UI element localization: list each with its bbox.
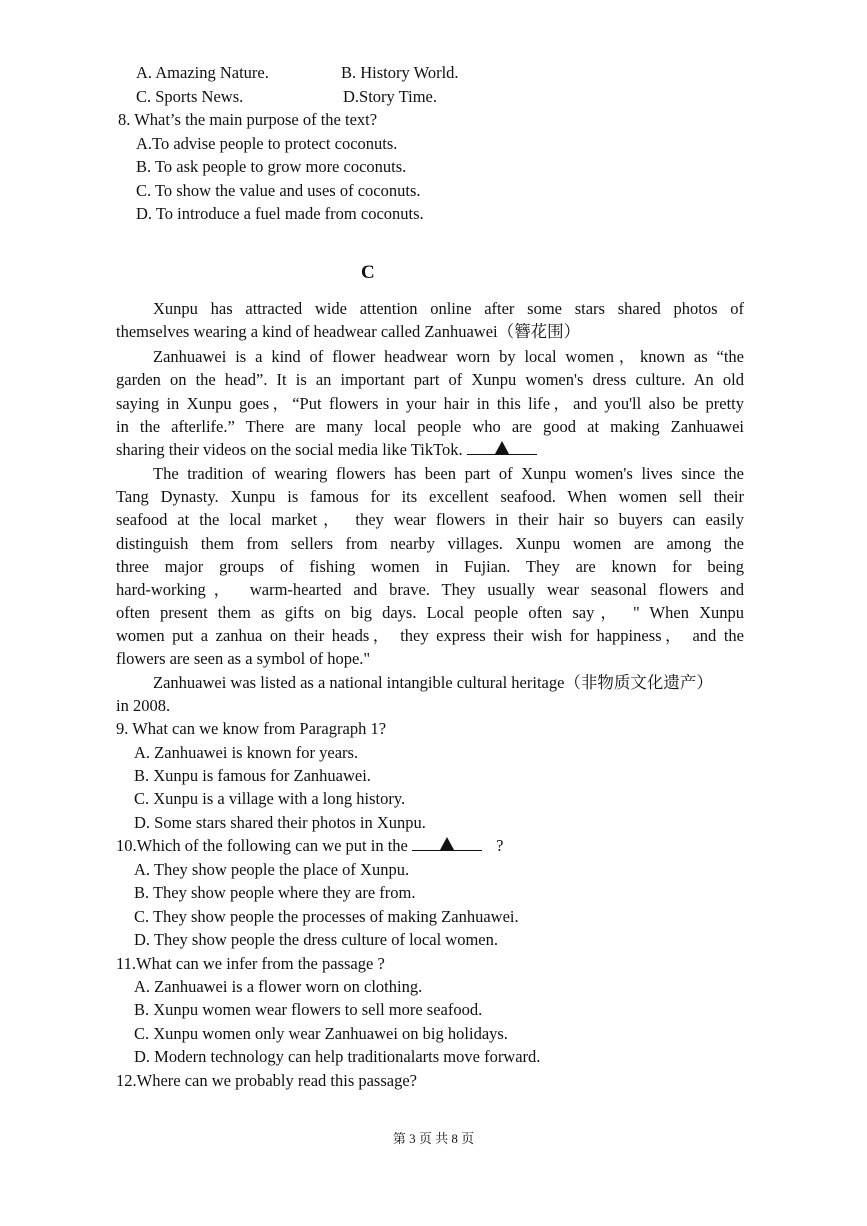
- passage-p2-line2: garden on the head”. It is an important part of Xunpu women's dress culture. An old: [116, 370, 744, 389]
- q10-stem: 10.Which of the following can we put in the: [116, 836, 408, 855]
- passage-p2-line1: Zanhuawei is a kind of flower headwear worn by local women，known as “the: [153, 347, 744, 366]
- triangle-icon: [495, 441, 509, 454]
- q10-answer-blank: [412, 836, 482, 851]
- q11-option-d: D. Modern technology can help traditionalarts move forward.: [134, 1047, 541, 1066]
- passage-p3-line4: distinguish them from sellers from nearby villages. Xunpu women are among the: [116, 534, 744, 553]
- passage-p3-line2: Tang Dynasty. Xunpu is famous for its excellent seafood. When women sell their: [116, 487, 744, 506]
- q11-stem: 11.What can we infer from the passage ?: [116, 954, 385, 973]
- q9-option-b: B. Xunpu is famous for Zanhuawei.: [134, 766, 371, 785]
- passage-p4-line2: in 2008.: [116, 696, 171, 715]
- q10-stem-wrap: [116, 835, 503, 857]
- q12-stem: 12.Where can we probably read this passage?: [116, 1071, 417, 1090]
- q10-option-d: D. They show people the dress culture of local women.: [134, 930, 498, 949]
- answer-blank: [467, 440, 537, 455]
- passage-p2-line5-wrap: [116, 439, 537, 461]
- q11-option-c: C. Xunpu women only wear Zanhuawei on big holidays.: [134, 1024, 508, 1043]
- q10-option-b: B. They show people where they are from.: [134, 883, 416, 902]
- passage-p3-line9: flowers are seen as a symbol of hope.": [116, 649, 371, 668]
- q8-option-c: C. To show the value and uses of coconuts.: [136, 181, 421, 200]
- triangle-icon: [440, 837, 454, 850]
- q9-option-a: A. Zanhuawei is known for years.: [134, 743, 359, 762]
- q7-option-a: A. Amazing Nature.: [136, 63, 269, 82]
- passage-p2-line3: saying in Xunpu goes，“Put flowers in your hair in this life，and you'll also be pretty: [116, 394, 744, 413]
- q9-option-c: C. Xunpu is a village with a long history.: [134, 789, 406, 808]
- q8-option-b: B. To ask people to grow more coconuts.: [136, 157, 407, 176]
- passage-p2-line5: sharing their videos on the social media like TikTok.: [116, 440, 463, 459]
- q9-stem: 9. What can we know from Paragraph 1?: [116, 719, 387, 738]
- passage-p4-line1: Zanhuawei was listed as a national intangible cultural heritage（非物质文化遗产）: [153, 673, 713, 692]
- q10-option-a: A. They show people the place of Xunpu.: [134, 860, 410, 879]
- passage-p3-line6: hard-working， warm-hearted and brave. They usually wear seasonal flowers and: [116, 580, 744, 599]
- passage-p1-line1: Xunpu has attracted wide attention online after some stars shared photos of: [153, 299, 744, 318]
- q9-option-d: D. Some stars shared their photos in Xunpu.: [134, 813, 426, 832]
- q8-option-d: D. To introduce a fuel made from coconuts.: [136, 204, 424, 223]
- q7-option-b: B. History World.: [341, 63, 459, 82]
- passage-p3-line3: seafood at the local market， they wear flowers in their hair so buyers can easily: [116, 510, 744, 529]
- passage-p3-line1: The tradition of wearing flowers has been part of Xunpu women's lives since the: [153, 464, 744, 483]
- page-footer: 第 3 页 共 8 页: [392, 1131, 475, 1146]
- q7-option-c: C. Sports News.: [136, 87, 244, 106]
- passage-p2-line4: in the afterlife.” There are many local people who are good at making Zanhuawei: [116, 417, 744, 436]
- q10-option-c: C. They show people the processes of making Zanhuawei.: [134, 907, 519, 926]
- passage-p3-line8: women put a zanhua on their heads， they express their wish for happiness， and the: [116, 626, 744, 645]
- q11-option-b: B. Xunpu women wear flowers to sell more seafood.: [134, 1000, 483, 1019]
- passage-p1-line2: themselves wearing a kind of headwear called Zanhuawei（簪花围）: [116, 322, 581, 341]
- section-heading: C: [361, 262, 375, 283]
- q11-option-a: A. Zanhuawei is a flower worn on clothing.: [134, 977, 423, 996]
- q8-option-a: A.To advise people to protect coconuts.: [136, 134, 398, 153]
- q10-stem-end: ?: [496, 836, 504, 855]
- passage-p3-line7: often present them as gifts on big days. Local people often say， " When Xunpu: [116, 603, 744, 622]
- q8-stem: 8. What’s the main purpose of the text?: [118, 110, 378, 129]
- q7-option-d: D.Story Time.: [343, 87, 437, 106]
- passage-p3-line5: three major groups of fishing women in Fujian. They are known for being: [116, 557, 744, 576]
